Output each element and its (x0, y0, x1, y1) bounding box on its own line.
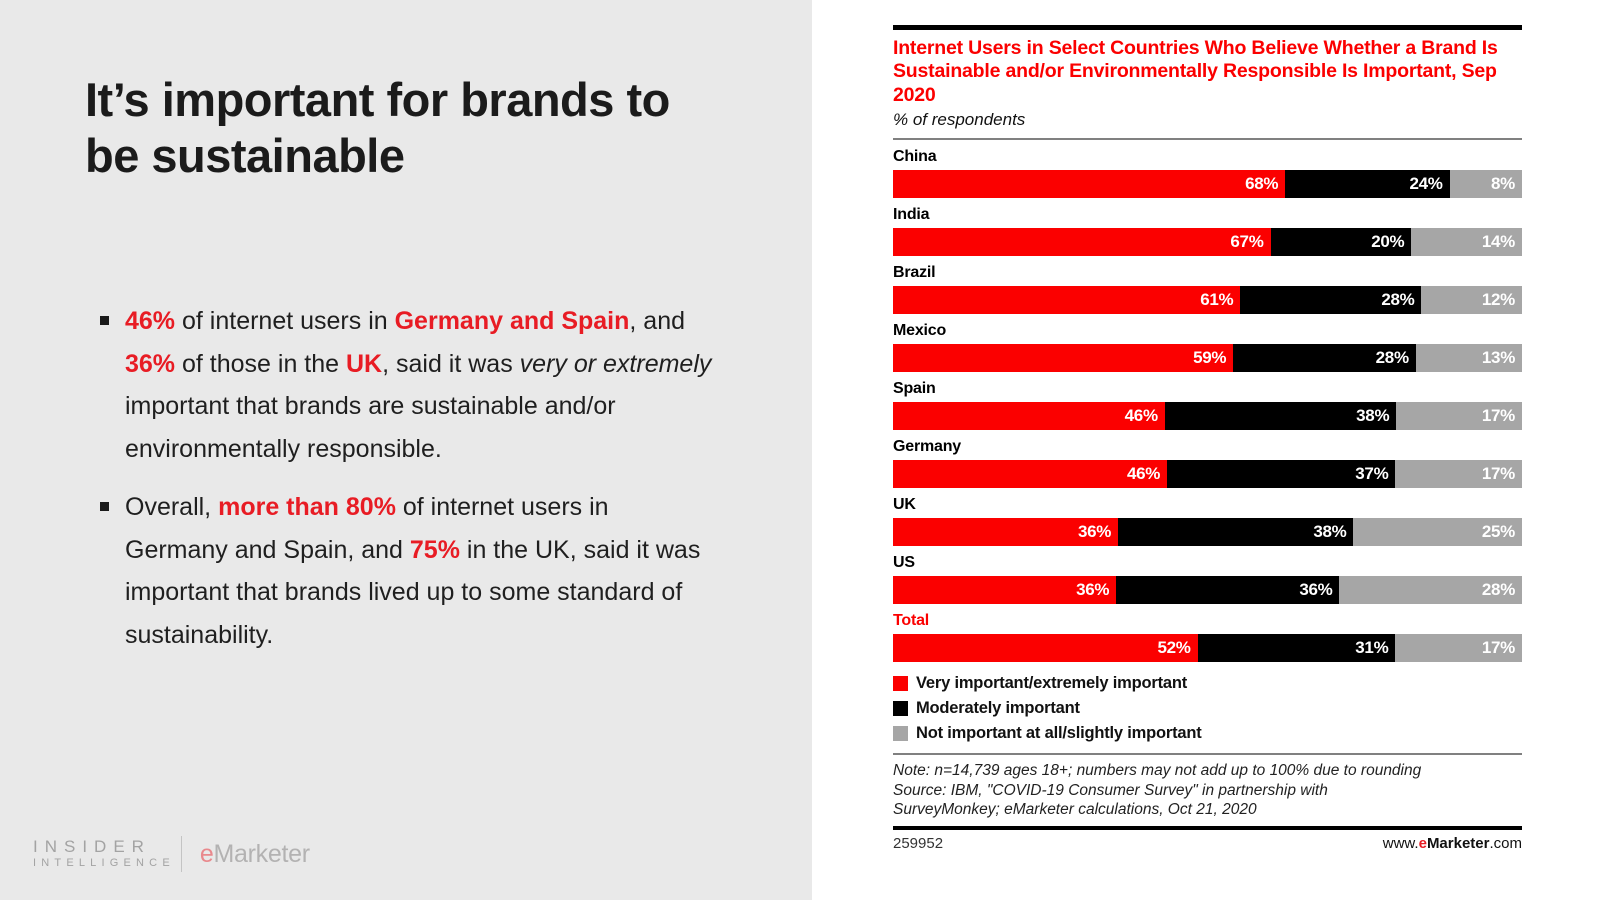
insider-intelligence-emarketer-logo (33, 836, 310, 872)
bar-segment (893, 460, 1167, 488)
bar-segment (1233, 344, 1416, 372)
chart-title: Internet Users in Select Countries Who Believe Whether a Brand Is Sustainable and/or Environmentally Responsible Is Important, Sep 2020 (893, 37, 1498, 106)
chart-top-rule (893, 25, 1522, 30)
emarketer-logo-e: e (199, 839, 214, 868)
bar-segment (1396, 402, 1522, 430)
bar-value-label: 13% (1481, 348, 1516, 368)
bar-value-label: 28% (1481, 580, 1516, 600)
bar-segment (1395, 460, 1522, 488)
bar-category-label: India (893, 206, 930, 224)
legend-label: Moderately important (916, 699, 1080, 718)
chart-bottom-rule (893, 826, 1522, 830)
legend-label: Not important at all/slightly important (916, 724, 1202, 743)
emarketer-url (1383, 835, 1522, 852)
bullet-text-segment: 36% (125, 349, 176, 378)
chart-footer (893, 835, 1522, 852)
legend-swatch-icon (893, 676, 908, 691)
bullet-text-segment: of those in the (175, 349, 346, 378)
bar-segment (893, 286, 1240, 314)
bar-value-label: 17% (1481, 406, 1515, 426)
bar-value-label: 8% (1491, 174, 1515, 194)
bar-value-label: 17% (1481, 464, 1515, 484)
page-title: It’s important for brands to be sustainable (85, 73, 670, 183)
bar-segment (893, 518, 1118, 546)
legend-row (893, 699, 1522, 718)
bullet-square-icon (100, 502, 109, 511)
bar-segment (893, 344, 1233, 372)
bar-value-label: 37% (1355, 464, 1389, 484)
bullet-text-segment: 75% (409, 535, 460, 564)
bar-segment (1271, 228, 1412, 256)
bullet-text-segment: in the UK, said it was important that brands lived up to some standard of sustainability. (125, 535, 701, 649)
legend-swatch-icon (893, 701, 908, 716)
bar-value-label: 52% (1157, 638, 1191, 658)
bullet-square-icon (100, 316, 109, 325)
bullet-text-segment: very or extremely (519, 349, 712, 378)
bar-value-label: 17% (1481, 638, 1515, 658)
bar-category-label: Brazil (893, 264, 936, 282)
bar-category-label: Germany (893, 438, 961, 456)
chart-source: Source: IBM, "COVID-19 Consumer Survey" in partnership with SurveyMonkey; eMarketer calculations, Oct 21, 2020 (893, 781, 1328, 819)
bar-value-label: 28% (1375, 348, 1409, 368)
bar-value-label: 59% (1193, 348, 1227, 368)
bar-segment (1450, 170, 1522, 198)
stacked-bar (893, 286, 1522, 314)
stacked-bar (893, 576, 1522, 604)
bullet-text-segment: important that brands are sustainable and/or environmentally responsible. (125, 392, 616, 463)
bar-segment (893, 170, 1285, 198)
bar-category-label: Mexico (893, 322, 947, 340)
url-prefix: www. (1382, 834, 1419, 852)
chart-rows (893, 148, 1522, 662)
bar-segment (1395, 634, 1522, 662)
bar-value-label: 36% (1077, 522, 1112, 542)
bar-segment (893, 402, 1165, 430)
bullet-text-segment: Overall, (125, 493, 219, 521)
logo-divider (181, 836, 182, 872)
bar-segment (893, 228, 1271, 256)
bullet-text-segment: Germany and Spain (394, 307, 630, 335)
emarketer-wordmark (200, 840, 310, 869)
legend-swatch-icon (893, 726, 908, 741)
url-brand-rest: Marketer (1426, 834, 1490, 852)
chart-id: 259952 (893, 834, 944, 852)
bar-value-label: 68% (1245, 174, 1279, 194)
bar-value-label: 36% (1076, 580, 1110, 600)
bar-value-label: 36% (1299, 580, 1333, 600)
bar-value-label: 46% (1124, 406, 1158, 426)
bar-value-label: 38% (1313, 522, 1347, 542)
bar-value-label: 20% (1371, 232, 1405, 252)
bar-segment (1285, 170, 1449, 198)
stacked-bar (893, 634, 1522, 662)
bar-value-label: 28% (1381, 290, 1415, 310)
bar-value-label: 12% (1481, 290, 1515, 310)
chart-note: Note: n=14,739 ages 18+; numbers may not add up to 100% due to rounding (893, 762, 1422, 780)
chart-header-rule (893, 138, 1522, 140)
url-suffix: .com (1489, 834, 1522, 852)
chart-notes (893, 761, 1522, 820)
bar-segment (893, 576, 1116, 604)
bar-category-label: Spain (893, 380, 936, 398)
chart-note-rule (893, 753, 1522, 755)
bar-segment (1198, 634, 1396, 662)
bar-category-label: US (893, 554, 915, 572)
bar-value-label: 14% (1481, 232, 1515, 252)
right-panel (812, 0, 1600, 900)
logo-insider-text: INSIDER (33, 836, 151, 856)
bar-value-label: 38% (1356, 406, 1390, 426)
bullet-list (98, 300, 716, 672)
bar-value-label: 24% (1409, 174, 1443, 194)
bar-category-label: Total (893, 612, 930, 630)
bar-segment (1118, 518, 1353, 546)
bar-segment (1165, 402, 1396, 430)
logo-intelligence-text: INTELLIGENCE (33, 857, 175, 870)
bar-segment (1353, 518, 1522, 546)
legend-row (893, 674, 1522, 693)
bar-value-label: 61% (1200, 290, 1234, 310)
legend-row (893, 724, 1522, 743)
bullet-text-segment: more than 80% (218, 493, 396, 521)
bullet-text-segment: 46% (125, 307, 176, 335)
bullet-text-segment: UK (346, 349, 383, 378)
bar-segment (1339, 576, 1522, 604)
bullet-text-segment: of internet users in Germany and Spain, and (125, 493, 609, 564)
bar-segment (1240, 286, 1421, 314)
bullet-text-segment: , and (629, 307, 686, 335)
bar-segment (1421, 286, 1522, 314)
bar-value-label: 46% (1126, 464, 1161, 484)
bar-segment (893, 634, 1198, 662)
stacked-bar (893, 460, 1522, 488)
bar-segment (1416, 344, 1522, 372)
bar-value-label: 25% (1481, 522, 1515, 542)
chart (893, 25, 1522, 852)
stacked-bar (893, 344, 1522, 372)
chart-legend (893, 674, 1522, 743)
stacked-bar (893, 402, 1522, 430)
bullet-item (98, 486, 716, 656)
bullet-text-segment: of internet users in (175, 307, 395, 335)
bar-segment (1411, 228, 1522, 256)
insider-intelligence-wordmark (33, 838, 175, 871)
legend-label: Very important/extremely important (916, 674, 1188, 693)
bar-segment (1116, 576, 1339, 604)
bullet-item (98, 300, 716, 470)
url-brand-e: e (1418, 834, 1427, 852)
bar-value-label: 67% (1230, 232, 1264, 252)
bar-value-label: 31% (1355, 638, 1389, 658)
stacked-bar (893, 170, 1522, 198)
stacked-bar (893, 518, 1522, 546)
bar-category-label: China (893, 148, 937, 166)
bullet-text-segment: , said it was (382, 349, 520, 378)
chart-subtitle: % of respondents (893, 110, 1026, 130)
bar-category-label: UK (893, 496, 916, 514)
bar-segment (1167, 460, 1395, 488)
emarketer-logo-rest: Marketer (213, 839, 310, 868)
stacked-bar (893, 228, 1522, 256)
